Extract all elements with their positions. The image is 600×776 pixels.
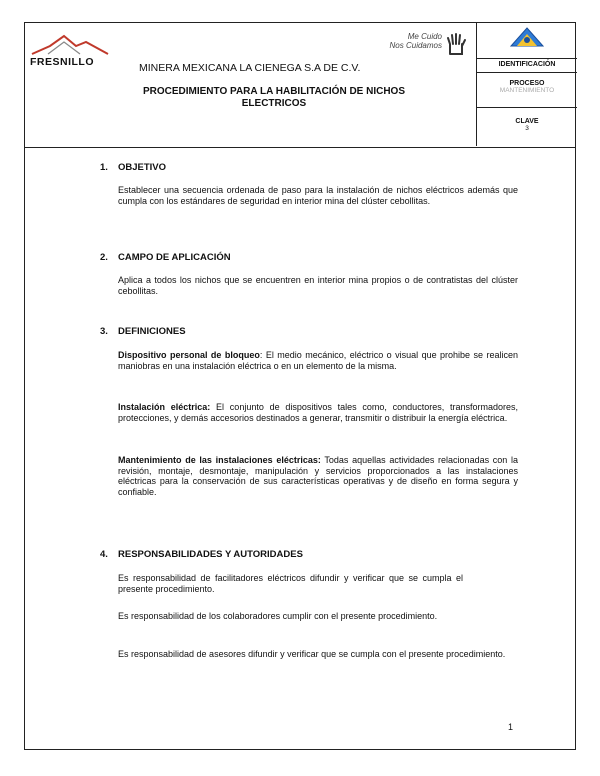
definition-paragraph: Dispositivo personal de bloqueo: El medio mecánico, eléctrico o visual que prohibe se realicen maniobras en una instalación eléctrica o en un elemento de la misma. [118, 350, 518, 371]
section-number: 1. [100, 162, 108, 173]
mountain-logo-icon [30, 32, 122, 58]
cienega-logo-icon [507, 26, 547, 50]
logo-brand-text: FRESNILLO [30, 56, 94, 68]
clave-value: 3 [525, 125, 529, 132]
slogan-line-2: Nos Cuidamos [389, 41, 442, 50]
document-header [24, 22, 576, 148]
hand-icon [444, 32, 468, 56]
paragraph: Es responsabilidad de los colaboradores cumplir con el presente procedimiento. [118, 611, 438, 621]
paragraph: Es responsabilidad de asesores difundir y verificar que se cumpla con el presente procedimiento. [118, 649, 506, 659]
section-heading [100, 326, 520, 337]
section-heading [100, 252, 520, 263]
section-heading [100, 549, 520, 560]
slogan-logo [354, 32, 472, 62]
section-heading [100, 162, 520, 173]
proceso-label: PROCESO [509, 80, 545, 87]
section-title: DEFINICIONES [118, 326, 186, 337]
section-number: 3. [100, 326, 108, 337]
section-title: OBJETIVO [118, 162, 167, 173]
paragraph: Establecer una secuencia ordenada de paso para la instalación de nichos eléctricos además que cumpla con los estándares de seguridad en interior mina del clúster cebollitas. [118, 185, 518, 206]
section-title: CAMPO DE APLICACIÓN [118, 252, 231, 263]
paragraph: Aplica a todos los nichos que se encuentren en interior mina propios o de contratistas del clúster cebollitas. [118, 275, 518, 296]
proceso-cell [477, 72, 577, 108]
slogan-line-1: Me Cuido [407, 32, 442, 41]
page-number: 1 [508, 722, 514, 732]
fresnillo-logo [30, 32, 122, 72]
section-title: RESPONSABILIDADES Y AUTORIDADES [118, 549, 303, 560]
cienega-logo-cell [477, 22, 577, 59]
section-number: 2. [100, 252, 108, 263]
clave-cell [477, 108, 577, 146]
definition-paragraph: Mantenimiento de las instalaciones eléctricas: Todas aquellas actividades relacionadas con la revisión, montaje, desmontaje, manipulación y servicios proporcionados a las instalaciones eléctricas para la conservación de sus características operativas y de diseño en forma segura y confiable. [118, 455, 518, 497]
company-name: MINERA MEXICANA LA CIENEGA S.A DE C.V. [139, 62, 361, 74]
identificacion-cell: IDENTIFICACIÓN [477, 58, 577, 73]
proceso-value: MANTENIMIENTO [499, 87, 555, 94]
clave-label: CLAVE [515, 118, 539, 125]
paragraph: Es responsabilidad de facilitadores eléctricos difundir y verificar que se cumpla el presente procedimiento. [118, 573, 463, 594]
header-info-column [476, 22, 577, 146]
definition-paragraph: Instalación eléctrica: El conjunto de dispositivos tales como, conductores, transformadores, protecciones, y demás accesorios destinados a generar, transmitir o distribuir la energía eléctrica. [118, 402, 518, 423]
section-number: 4. [100, 549, 108, 560]
procedure-title: PROCEDIMIENTO PARA LA HABILITACIÓN DE NICHOS ELECTRICOS [142, 86, 406, 109]
